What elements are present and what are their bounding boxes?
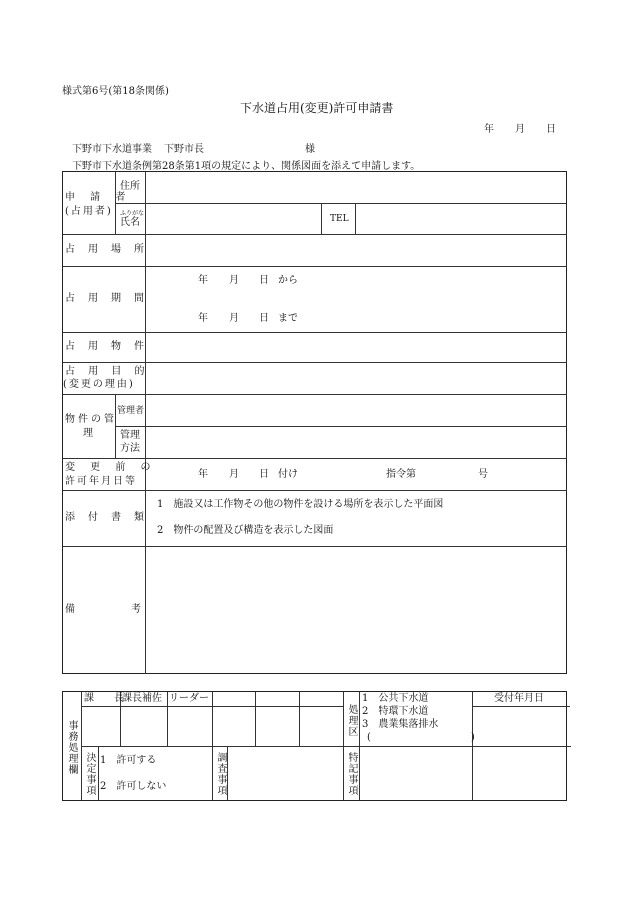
period-from-month: 月	[229, 275, 239, 286]
management-sub-label: 理	[83, 428, 93, 439]
applicant-sub-label: (占用者)	[65, 206, 113, 217]
remarks-label: 備	[65, 604, 75, 615]
addressee-org: 下野市下水道事業	[72, 144, 152, 155]
object-label: 占用物件	[65, 341, 157, 352]
manager-field[interactable]	[146, 395, 566, 425]
district-option[interactable]: 3 農業集落排水	[362, 719, 439, 730]
prev-month: 月	[229, 469, 239, 480]
tel-label: TEL	[330, 214, 349, 224]
district-other[interactable]: ( )	[367, 732, 475, 743]
date-year: 年	[484, 124, 494, 135]
address-field[interactable]	[146, 173, 566, 202]
location-field[interactable]	[146, 235, 566, 265]
tel-field[interactable]	[356, 204, 566, 233]
furigana-label: ふりがな	[120, 210, 145, 217]
prev-directive: 指令第	[386, 469, 416, 480]
date-month: 月	[515, 124, 525, 135]
prev-permit-sub-label: 許可年月日等	[65, 476, 137, 487]
survey-label: 調査事項	[215, 752, 226, 796]
document-title: 下水道占用(変更)許可申請書	[240, 101, 394, 115]
method-label: 管理	[120, 430, 140, 441]
purpose-label: 占 用 目 的	[65, 366, 150, 377]
location-label: 占用場所	[65, 244, 157, 255]
management-label: 物件の管	[65, 414, 117, 425]
method-sub-label: 方法	[120, 443, 140, 454]
addressee-honorific: 様	[305, 144, 315, 155]
attachment-item: 1 施設又は工作物その他の物件を設ける場所を表示した平面図	[157, 499, 444, 510]
office-use-table	[62, 691, 567, 801]
prev-permit-label: 変 更 前 の	[65, 462, 157, 473]
prev-number: 号	[478, 469, 488, 480]
decision-option[interactable]: 2 許可しない	[100, 781, 167, 792]
form-number: 様式第6号(第18条関係)	[62, 86, 169, 97]
period-label: 占用期間	[65, 293, 157, 304]
name-label: 氏名	[120, 217, 140, 228]
period-from-day: 日	[259, 275, 269, 286]
col-chief: 課 長	[84, 693, 124, 704]
received-date-label: 受付年月日	[494, 693, 544, 704]
period-from-suffix: から	[278, 275, 298, 286]
remarks-label-end: 考	[131, 604, 141, 615]
method-field[interactable]	[146, 427, 566, 457]
period-to-year: 年	[198, 313, 208, 324]
address-label: 住所	[120, 181, 140, 192]
prev-day: 日	[259, 469, 269, 480]
attachment-item: 2 物件の配置及び構造を表示した図面	[157, 525, 334, 536]
district-option[interactable]: 1 公共下水道	[362, 693, 429, 704]
period-to-month: 月	[229, 313, 239, 324]
col-leader: リーダー	[169, 693, 209, 704]
intro-text: 下野市下水道条例第28条第1項の規定により、関係図面を添えて申請します。	[72, 161, 421, 172]
district-option[interactable]: 2 特環下水道	[362, 706, 429, 717]
period-from-year: 年	[198, 275, 208, 286]
decision-label: 決定事項	[84, 752, 95, 796]
period-to-day: 日	[259, 313, 269, 324]
date-day: 日	[546, 124, 556, 135]
decision-option[interactable]: 1 許可する	[100, 755, 157, 766]
addressee-title: 下野市長	[164, 144, 204, 155]
office-section-label: 事務処理欄	[66, 720, 77, 775]
purpose-field[interactable]	[146, 363, 566, 393]
purpose-sub-label: (変更の理由)	[63, 379, 135, 390]
attachments-label: 添付書類	[65, 512, 157, 523]
period-to-suffix: まで	[278, 313, 298, 324]
remarks-field[interactable]	[146, 547, 566, 673]
col-assistant: 課長補佐	[122, 693, 162, 704]
district-label: 処理区	[346, 704, 357, 737]
applicant-label: 申 請 者	[65, 192, 132, 203]
name-field[interactable]	[146, 204, 320, 233]
application-table	[62, 171, 567, 674]
prev-year: 年	[198, 469, 208, 480]
manager-label: 管理者	[117, 406, 145, 416]
object-field[interactable]	[146, 333, 566, 361]
notes-label: 特記事項	[346, 752, 357, 796]
prev-date-suffix: 付け	[278, 469, 298, 480]
